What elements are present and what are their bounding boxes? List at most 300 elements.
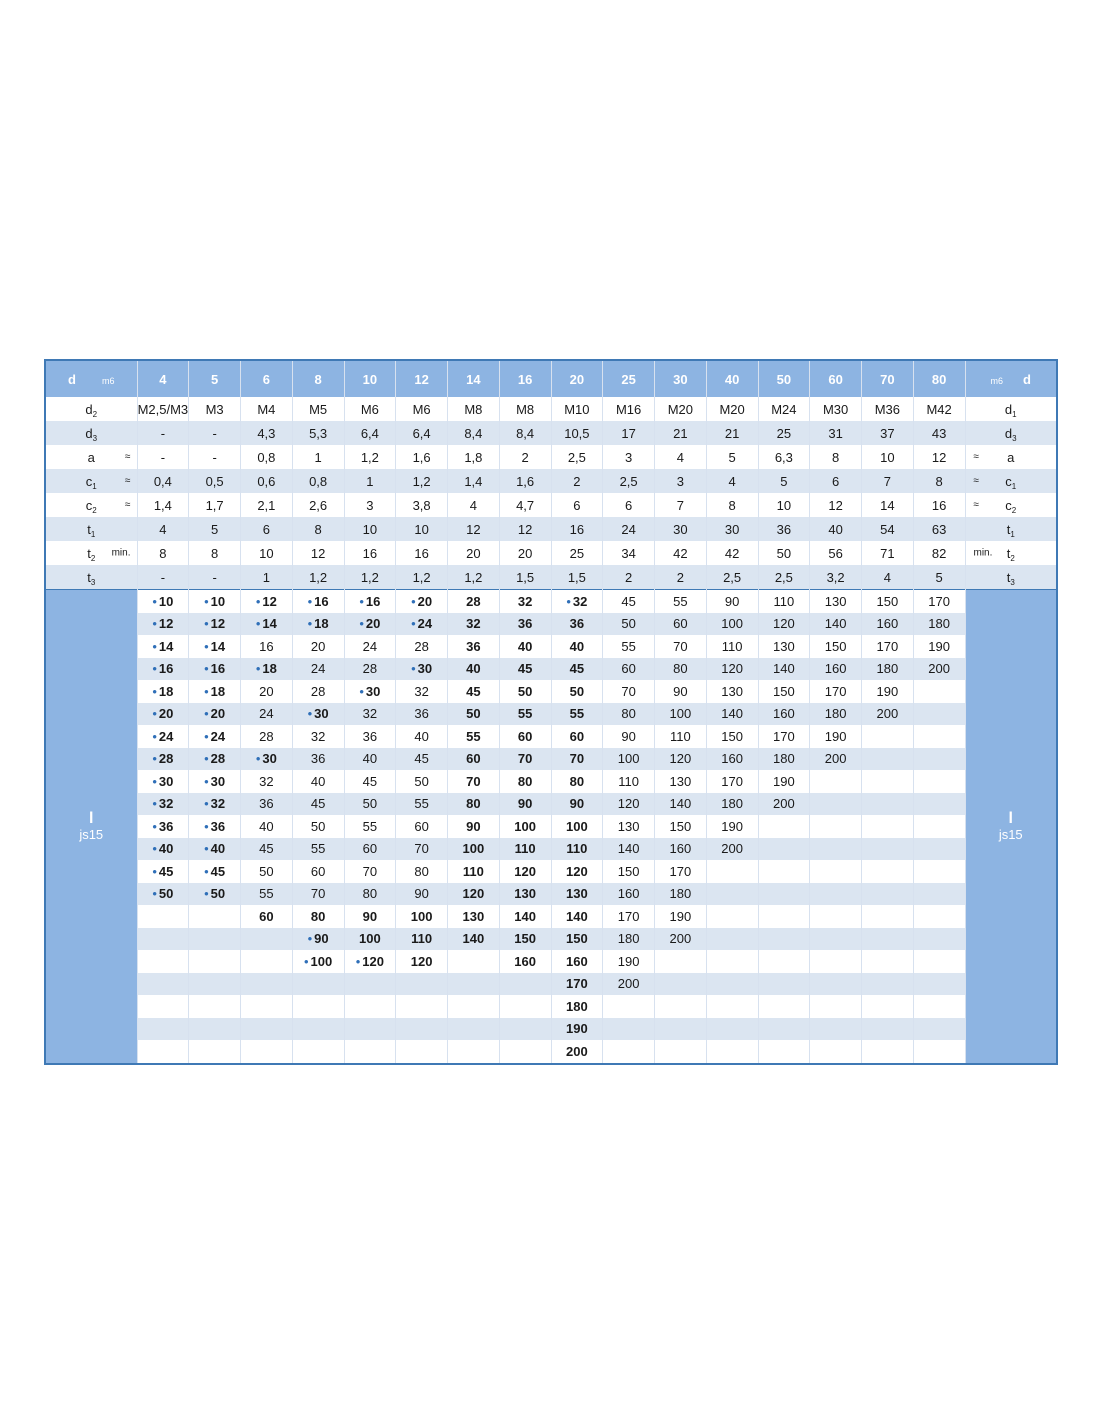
- length-value: 12: [210, 616, 226, 632]
- length-value: 55: [569, 706, 585, 722]
- length-cell: [344, 950, 396, 973]
- row-label-left: [45, 517, 137, 541]
- length-cell: [758, 883, 810, 906]
- length-cell: [810, 613, 862, 636]
- preferred-dot: •: [204, 683, 209, 699]
- table-cell: M3: [189, 397, 241, 421]
- table-cell: 0,6: [241, 469, 293, 493]
- length-cell: [396, 770, 448, 793]
- length-value: 130: [824, 593, 847, 609]
- length-cell: [241, 613, 293, 636]
- length-value: 24: [158, 728, 174, 744]
- length-cell: [810, 1040, 862, 1064]
- length-value: 100: [410, 908, 433, 924]
- length-value: 18: [262, 661, 277, 677]
- length-cell: [706, 950, 758, 973]
- length-cell: [499, 635, 551, 658]
- table-cell: 1,2: [396, 469, 448, 493]
- length-cell: [499, 748, 551, 771]
- length-cell: [241, 793, 293, 816]
- row-symbol-sub: 1: [1011, 481, 1017, 491]
- length-cell: [810, 950, 862, 973]
- length-value: 180: [876, 661, 899, 677]
- length-value: 60: [466, 751, 481, 767]
- table-cell: 3: [603, 445, 655, 469]
- table-cell: 25: [758, 421, 810, 445]
- preferred-dot: •: [307, 706, 313, 722]
- table-cell: 8: [189, 541, 241, 565]
- length-cell: [706, 613, 758, 636]
- length-value: 50: [621, 616, 636, 632]
- table-cell: 0,8: [241, 445, 293, 469]
- length-cell: [913, 883, 965, 906]
- length-value: 60: [569, 728, 585, 744]
- table-cell: 6: [551, 493, 603, 517]
- length-cell: [241, 928, 293, 951]
- preferred-dot: •: [152, 661, 157, 677]
- length-value: 80: [621, 706, 636, 722]
- header-column-40: 40: [706, 360, 758, 397]
- length-value: 36: [414, 706, 429, 722]
- length-value: 140: [824, 616, 847, 632]
- table-cell: 1,7: [189, 493, 241, 517]
- length-cell: [758, 793, 810, 816]
- length-cell: [499, 680, 551, 703]
- preferred-dot: •: [411, 593, 416, 609]
- length-value: 110: [618, 773, 639, 789]
- row-symbol-sub: 1: [90, 529, 96, 539]
- table-cell: 24: [603, 517, 655, 541]
- length-cell: [758, 613, 810, 636]
- length-cell: [655, 748, 707, 771]
- table-cell: 2,5: [758, 565, 810, 590]
- length-value: 170: [773, 728, 795, 744]
- length-value: 160: [773, 706, 795, 722]
- length-cell: [551, 995, 603, 1018]
- length-value: 36: [310, 751, 326, 767]
- length-cell: [603, 635, 655, 658]
- length-value: 100: [566, 818, 588, 834]
- length-cell: [603, 815, 655, 838]
- length-cell: [655, 883, 707, 906]
- length-value: 70: [466, 773, 481, 789]
- length-value: 55: [310, 841, 326, 857]
- length-cell: [551, 748, 603, 771]
- length-cell: [913, 838, 965, 861]
- preferred-dot: •: [355, 953, 361, 969]
- length-cell: [241, 770, 293, 793]
- header-column-50: 50: [758, 360, 810, 397]
- table-cell: 16: [396, 541, 448, 565]
- length-cell: [189, 725, 241, 748]
- header-column-30: 30: [655, 360, 707, 397]
- length-value: 190: [824, 728, 847, 744]
- header-column-80: 80: [913, 360, 965, 397]
- length-value: 130: [721, 683, 743, 699]
- length-cell: [137, 635, 189, 658]
- preferred-dot: •: [566, 593, 571, 609]
- length-value: 32: [210, 796, 226, 812]
- length-cell: [913, 658, 965, 681]
- length-value: 150: [514, 931, 536, 947]
- length-cell: [344, 635, 396, 658]
- length-value: 30: [365, 683, 381, 699]
- length-value: 55: [362, 818, 378, 834]
- table-cell: 1: [292, 445, 344, 469]
- table-cell: 12: [913, 445, 965, 469]
- preferred-dot: •: [255, 593, 261, 609]
- length-cell: [292, 905, 344, 928]
- length-cell: [810, 703, 862, 726]
- table-cell: M6: [344, 397, 396, 421]
- length-cell: [241, 950, 293, 973]
- length-value: 160: [566, 953, 588, 969]
- table-cell: 1: [241, 565, 293, 590]
- length-cell: [706, 860, 758, 883]
- length-cell: [448, 703, 500, 726]
- table-cell: 50: [758, 541, 810, 565]
- length-cell: [292, 635, 344, 658]
- length-value: 32: [158, 796, 174, 812]
- length-value: 32: [572, 593, 588, 609]
- length-value: 60: [362, 841, 378, 857]
- length-cell: [448, 1040, 500, 1064]
- table-cell: 8,4: [448, 421, 500, 445]
- header-left-label: [45, 360, 137, 397]
- length-value: 50: [569, 683, 585, 699]
- length-cell: [344, 815, 396, 838]
- length-cell: [603, 973, 655, 996]
- length-value: 40: [466, 661, 481, 677]
- preferred-dot: •: [204, 863, 209, 879]
- table-cell: -: [137, 421, 189, 445]
- length-value: 140: [462, 931, 485, 947]
- table-cell: 36: [758, 517, 810, 541]
- length-value: 100: [617, 751, 640, 767]
- length-cell: [344, 680, 396, 703]
- length-cell: [448, 883, 500, 906]
- length-cell: [499, 950, 551, 973]
- row-symbol-sub: 1: [1012, 409, 1017, 419]
- length-cell: [137, 793, 189, 816]
- row-symbol: $c_2$: [1005, 497, 1017, 515]
- length-value: 130: [773, 638, 795, 654]
- length-value: 90: [673, 683, 688, 699]
- length-cell: [913, 995, 965, 1018]
- length-value: 180: [721, 796, 743, 812]
- length-cell: [810, 973, 862, 996]
- length-cell: [810, 860, 862, 883]
- length-value: 110: [773, 593, 795, 609]
- length-cell: [862, 793, 914, 816]
- table-cell: -: [189, 565, 241, 590]
- row-symbol: $t_3$: [87, 569, 96, 587]
- length-cell: [241, 1040, 293, 1064]
- length-cell: [862, 703, 914, 726]
- row-symbol-sub: 2: [90, 553, 96, 563]
- length-label-right: [965, 590, 1057, 1064]
- length-value: 100: [462, 841, 485, 857]
- length-cell: [448, 950, 500, 973]
- length-value: 140: [617, 841, 640, 857]
- length-row: [45, 815, 1057, 838]
- length-value: 110: [670, 728, 691, 744]
- dimension-row: [45, 469, 1057, 493]
- length-cell: [758, 860, 810, 883]
- length-label-left: [45, 590, 137, 1064]
- length-value: 160: [824, 661, 847, 677]
- table-cell: 1,2: [292, 565, 344, 590]
- length-value: 50: [310, 818, 326, 834]
- length-row: [45, 658, 1057, 681]
- length-cell: [758, 703, 810, 726]
- length-row: [45, 770, 1057, 793]
- length-cell: [810, 658, 862, 681]
- length-cell: [499, 613, 551, 636]
- table-body: [45, 360, 1057, 1064]
- row-symbol: $d_2$: [85, 401, 98, 419]
- length-cell: [862, 770, 914, 793]
- length-value: 190: [669, 908, 692, 924]
- length-cell: [137, 680, 189, 703]
- length-value: 45: [259, 841, 274, 857]
- preferred-dot: •: [204, 593, 209, 609]
- preferred-dot: •: [152, 886, 157, 902]
- length-value: 190: [876, 683, 899, 699]
- length-cell: [603, 905, 655, 928]
- length-value: 130: [617, 818, 640, 834]
- preferred-dot: •: [411, 616, 416, 632]
- length-value: 12: [262, 593, 277, 609]
- table-cell: 1,4: [137, 493, 189, 517]
- length-cell: [810, 883, 862, 906]
- dimension-row: [45, 445, 1057, 469]
- length-cell: [241, 905, 293, 928]
- length-cell: [448, 860, 500, 883]
- length-row: [45, 1040, 1057, 1064]
- table-cell: 6,3: [758, 445, 810, 469]
- length-value: 50: [259, 863, 274, 879]
- table-cell: 43: [913, 421, 965, 445]
- length-row: [45, 748, 1057, 771]
- length-value: 55: [621, 638, 636, 654]
- row-symbol-sub: 3: [1010, 577, 1015, 587]
- length-value: 150: [824, 638, 847, 654]
- length-value: 150: [566, 931, 588, 947]
- length-value: 170: [566, 976, 588, 992]
- length-cell: [706, 703, 758, 726]
- length-value: 120: [617, 796, 640, 812]
- row-symbol-sub: 2: [92, 505, 97, 515]
- length-cell: [758, 928, 810, 951]
- length-cell: [913, 950, 965, 973]
- length-cell: [603, 1018, 655, 1041]
- length-cell: [706, 590, 758, 613]
- length-cell: [706, 748, 758, 771]
- length-value: 150: [773, 683, 795, 699]
- table-cell: 40: [810, 517, 862, 541]
- length-value: 130: [514, 886, 536, 902]
- length-cell: [499, 1040, 551, 1064]
- length-value: 80: [414, 863, 429, 879]
- length-cell: [706, 973, 758, 996]
- table-cell: 1,2: [396, 565, 448, 590]
- length-cell: [551, 815, 603, 838]
- table-cell: 8: [137, 541, 189, 565]
- length-cell: [241, 590, 293, 613]
- length-cell: [137, 1018, 189, 1041]
- length-cell: [396, 860, 448, 883]
- length-cell: [603, 613, 655, 636]
- length-value: 45: [158, 863, 174, 879]
- length-cell: [292, 703, 344, 726]
- length-cell: [551, 883, 603, 906]
- row-symbol-sub: 1: [92, 481, 97, 491]
- length-value: 150: [721, 728, 743, 744]
- length-cell: [913, 680, 965, 703]
- length-row: [45, 950, 1057, 973]
- length-cell: [137, 1040, 189, 1064]
- table-cell: 5,3: [292, 421, 344, 445]
- table-cell: 2: [551, 469, 603, 493]
- length-cell: [551, 973, 603, 996]
- length-row: [45, 680, 1057, 703]
- length-cell: [448, 995, 500, 1018]
- length-value: 14: [210, 638, 226, 654]
- row-modifier: ≈: [125, 475, 131, 487]
- length-cell: [603, 680, 655, 703]
- length-cell: [655, 815, 707, 838]
- length-value: 170: [928, 593, 950, 609]
- length-value: 180: [617, 931, 640, 947]
- length-value: 32: [259, 773, 274, 789]
- row-label-left: [45, 421, 137, 445]
- length-value: 180: [773, 751, 795, 767]
- table-cell: 1,5: [499, 565, 551, 590]
- length-value: 170: [617, 908, 640, 924]
- length-value: 45: [569, 661, 585, 677]
- length-value: 45: [466, 683, 481, 699]
- header-left-tolerance: m6: [101, 375, 115, 386]
- length-cell: [344, 860, 396, 883]
- table-cell: 2,5: [706, 565, 758, 590]
- length-cell: [655, 590, 707, 613]
- length-cell: [189, 748, 241, 771]
- length-cell: [344, 658, 396, 681]
- length-cell: [344, 703, 396, 726]
- row-symbol: $c_1$: [1005, 473, 1017, 491]
- length-cell: [706, 635, 758, 658]
- preferred-dot: •: [152, 593, 157, 609]
- length-cell: [189, 928, 241, 951]
- length-value: 200: [566, 1043, 588, 1059]
- length-value: 60: [259, 908, 274, 924]
- length-value: 70: [414, 841, 429, 857]
- row-label-right: [965, 469, 1057, 493]
- length-cell: [862, 995, 914, 1018]
- table-cell: 1,2: [448, 565, 500, 590]
- preferred-dot: •: [152, 638, 157, 654]
- length-value: 120: [410, 953, 433, 969]
- length-value: 100: [310, 953, 333, 969]
- length-cell: [292, 658, 344, 681]
- table-cell: 5: [913, 565, 965, 590]
- length-value: 130: [669, 773, 692, 789]
- table-cell: 31: [810, 421, 862, 445]
- header-column-5: 5: [189, 360, 241, 397]
- preferred-dot: •: [204, 661, 209, 677]
- length-value: 110: [566, 841, 588, 857]
- length-value: 60: [310, 863, 326, 879]
- length-cell: [758, 748, 810, 771]
- length-value: 55: [414, 796, 429, 812]
- length-row: [45, 883, 1057, 906]
- dimension-row: [45, 493, 1057, 517]
- table-cell: 10: [862, 445, 914, 469]
- length-value: 110: [462, 863, 484, 879]
- length-cell: [241, 973, 293, 996]
- table-cell: 7: [655, 493, 707, 517]
- preferred-dot: •: [307, 931, 313, 947]
- length-value: 190: [617, 953, 640, 969]
- length-value: 12: [158, 616, 174, 632]
- length-cell: [810, 770, 862, 793]
- length-value: 50: [362, 796, 378, 812]
- length-cell: [189, 883, 241, 906]
- length-cell: [448, 838, 500, 861]
- length-value: 140: [514, 908, 536, 924]
- row-symbol-sub: 3: [92, 433, 98, 443]
- length-cell: [603, 860, 655, 883]
- length-value: 200: [773, 796, 795, 812]
- length-value: 16: [365, 593, 381, 609]
- row-symbol: $t_2$: [87, 545, 96, 563]
- length-cell: [862, 680, 914, 703]
- header-column-25: 25: [603, 360, 655, 397]
- table-cell: 3,8: [396, 493, 448, 517]
- table-cell: M6: [396, 397, 448, 421]
- length-cell: [810, 590, 862, 613]
- length-cell: [655, 635, 707, 658]
- length-cell: [189, 995, 241, 1018]
- length-value: 60: [621, 661, 636, 677]
- length-row: [45, 838, 1057, 861]
- length-value: 28: [362, 661, 378, 677]
- length-cell: [241, 635, 293, 658]
- length-value: 18: [314, 616, 329, 632]
- header-column-6: 6: [241, 360, 293, 397]
- table-cell: M5: [292, 397, 344, 421]
- length-cell: [189, 635, 241, 658]
- length-cell: [241, 995, 293, 1018]
- length-cell: [551, 860, 603, 883]
- length-cell: [292, 613, 344, 636]
- length-cell: [137, 883, 189, 906]
- length-cell: [499, 793, 551, 816]
- table-cell: 8,4: [499, 421, 551, 445]
- length-cell: [603, 703, 655, 726]
- length-cell: [551, 613, 603, 636]
- length-cell: [913, 905, 965, 928]
- length-value: 120: [362, 953, 384, 969]
- length-cell: [396, 613, 448, 636]
- header-right-tolerance: m6: [990, 375, 1004, 386]
- length-cell: [551, 950, 603, 973]
- row-symbol: $t_1$: [87, 521, 96, 539]
- table-cell: 6: [810, 469, 862, 493]
- length-cell: [448, 1018, 500, 1041]
- preferred-dot: •: [152, 616, 157, 632]
